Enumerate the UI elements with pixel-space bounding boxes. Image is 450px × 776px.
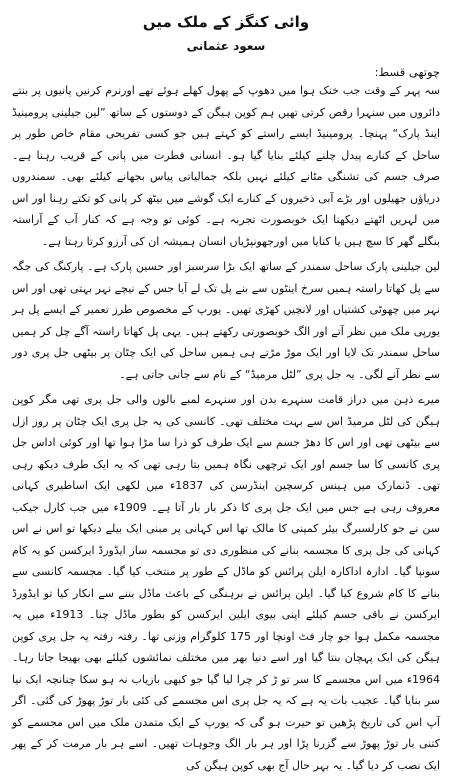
article-author: سعود عثمانی	[186, 39, 266, 53]
article-paragraph-3: میرے ذہن میں دراز قامت سنہرے بدن اور سنہرے لمبے بالوں والی جل پری تھی مگر کوپن ہیگن کی لٹل مرمیڈ اس سے بہت مختلف تھی۔ کانسی کی یہ جل پری ایک چٹان پر روز ازل سے بیٹھی تھی اور اس کا دھڑ جسم سے ایک طرف کو ذرا سا مڑا ہوا تھا اور کوئی اداس جل پری کانسی کا سا جسم اور ایک ترچھی نگاہ ہمیں بتا رہی تھی کہ یہ ایک طرف دیکھ رہی تھی۔ ڈنمارک میں ہینس کرسچین اینڈرسن کی 1837ء میں لکھی ایک اساطیری کہانی معروف رہی ہے جس میں ایک جل پری کا ذکر بار بار آتا ہے۔ 1909ء میں جب کارل جیکب سن نے جو کارلسبرگ بیئر کمپنی کا مالک تھا اس کہانی پر مبنی ایک بیلے دیکھا تو اس نے اس کہانی کی جل پری کا مجسمہ بنانے کی منظوری دی تو مجسمہ ساز ایڈورڈ ایرکسن کو یہ کام سونپا گیا۔ ادارہ اداکارہ ایلن پرائس کو ماڈل کے طور پر منتخب کیا گیا۔ مجسمہ کانسی سے بنانے کا کام شروع کیا گیا۔ ایلن پرائس نے برہنگی کے باعث ماڈل بننے سے انکار کیا تو ایڈورڈ ایرکسن نے باقی جسم کیلئے اپنی بیوی ایلین ایرکسن کو بطور ماڈل چنا۔ 1913ء میں یہ مجسمہ مکمل ہوا جو چار فٹ اونچا اور 175 کلوگرام وزنی تھا۔ رفتہ رفتہ یہ جل پری کوپن ہیگن کی ایک پہچان بنتا گیا اور اسے دنیا بھر میں مختلف نمائشوں کیلئے بھی بھیجا جاتا رہا۔ 1964ء میں اس مجسمے کا سر تو ڑ کر چرا لیا گیا جو کبھی بازیاب نہ ہو سکا چنانچہ ایک نیا سر بنایا گیا۔ عجیب بات یہ ہے کہ یہ جل پری اس مجسمے کی کئی بار توڑ پھوڑ کی گئی۔ اگر آپ اس کی تاریخ پڑھیں تو حیرت ہو گی کہ یورپ کے ایک متمدن ملک میں اس مجسمے کو کتنی بار توڑ پھوڑ سے گزرنا پڑا اور ہر بار الگ وجوہات تھیں۔ اسے ہر بار مرمت کر کے پھر ایک نصب کر دیا گیا۔ یہ بہر حال آج بھی کوپن ہیگن کی	[12, 393, 441, 772]
episode-label: چوتھی قسط:	[374, 65, 440, 79]
article-paragraph-1: سہ پہر کے وقت جب خنک ہوا میں دھوپ کے پھول کھلے ہوئے تھے اورنرم کرنیں پانیوں پر بنتے دائروں میں سنہرا رقص کرتی تھیں ہم کوپن ہیگن کے دوستوں کے ساتھ ”لین جیلینی پرومینیڈ اینڈ پارک“ پہنچا۔ پرومینیڈ ایسے راستے کو کہتے ہیں جو کسی تفریحی مقام خاص طور پر ساحل کے کنارے پیدل چلنے کیلئے بنایا گیا ہو۔ انسانی فطرت میں پانی کے قریب رہنا ہے۔ صرف جسم کی تشنگی مٹانے کیلئے نہیں بلکہ جمالیاتی پیاس بجھانے کیلئے بھی۔ سمندروں دریاؤں جھیلوں اور بڑے آبی ذخیروں کے کنارے ایک گوشے میں بیٹھ کر پانی کو تکتے رہنا اور اس میں لہریں اٹھتے دیکھنا ایک خوبصورت تجربہ ہے۔ کوئی تو وجہ ہے کہ کنار آب کے آراستہ بنگلے گھر کا سچ ہیں یا کنایا میں اورجھونپڑیاں انسان ہمیشہ ان کی آرزو کرتا رہتا ہے۔	[12, 84, 440, 248]
article-paragraph-2: لین جیلینی پارک ساحل سمندر کے ساتھ ایک بڑا سرسبز اور حسین پارک ہے۔ پارکنگ کی جگہ سے پل کھاتا راستہ ہمیں سرخ اینٹوں سے بنے پل تک لے آیا جس کے نیچے نہر بہتی تھی اور اس نہر میں چھوٹی کشتیاں اور لانچیں کھڑی تھیں۔ یورپ کے مخصوص طرز تعمیر کے ایسے پل ہر یورپی ملک میں نظر آتے اور الگ خوبصورتی رکھتے ہیں۔ یہی پل کھاتا راستہ آگے چل کر ہمیں ساحل سمندر تک لایا اور ایک موڑ مڑتے ہی ہمیں ساحل کی ایک چٹان پر بیٹھی جل پری دور سے نظر آنے لگی۔ یہ جل پری ”لٹل مرمیڈ“ کے نام سے جانی جاتی ہے۔	[12, 260, 440, 381]
article-title: وائی کنگز کے ملک میں	[142, 13, 310, 31]
